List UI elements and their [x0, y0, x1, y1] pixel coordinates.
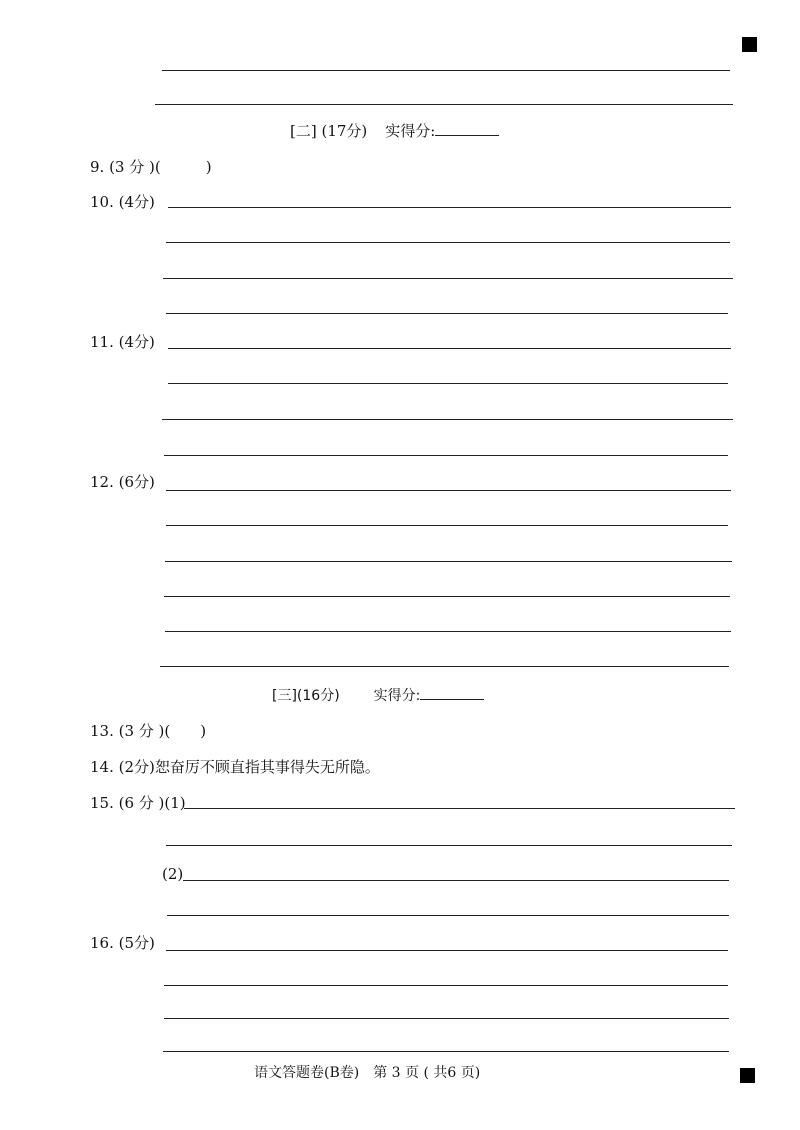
answer-line[interactable]	[155, 104, 733, 105]
answer-line[interactable]	[163, 1051, 729, 1052]
answer-line[interactable]	[165, 631, 731, 632]
question-15: 15. (6 分 )(1)	[90, 794, 186, 812]
section-2-score-blank[interactable]	[435, 121, 499, 136]
section-3-score-blank[interactable]	[420, 685, 484, 700]
section-2-header	[290, 121, 499, 141]
question-12: 12. (6分)	[90, 473, 155, 491]
question-15-part-2: (2)	[162, 865, 184, 883]
answer-line[interactable]	[160, 666, 729, 667]
answer-line[interactable]	[162, 419, 733, 420]
section-3-title: [三](16分)	[272, 688, 340, 704]
answer-line[interactable]	[164, 455, 728, 456]
answer-line[interactable]	[166, 313, 728, 314]
answer-line[interactable]	[163, 278, 733, 279]
answer-line[interactable]	[164, 596, 730, 597]
question-11: 11. (4分)	[90, 333, 155, 351]
answer-line[interactable]	[167, 915, 729, 916]
section-3-header	[272, 685, 484, 706]
answer-line[interactable]	[168, 383, 728, 384]
answer-line[interactable]	[162, 70, 730, 71]
question-13: 13. (3 分 )( )	[90, 722, 207, 740]
registration-mark-top	[742, 37, 757, 52]
answer-line[interactable]	[184, 808, 735, 809]
answer-line[interactable]	[166, 950, 728, 951]
question-10: 10. (4分)	[90, 193, 155, 211]
section-2-score-label: 实得分:	[385, 122, 436, 140]
answer-line[interactable]	[165, 561, 732, 562]
page-footer: 语文答题卷(B卷) 第 3 页 ( 共6 页)	[254, 1065, 481, 1081]
answer-line[interactable]	[166, 525, 728, 526]
section-3-score-label: 实得分:	[373, 688, 421, 704]
question-16: 16. (5分)	[90, 934, 155, 952]
question-9: 9. (3 分 )( )	[90, 158, 212, 176]
answer-line[interactable]	[183, 880, 729, 881]
answer-line[interactable]	[166, 242, 730, 243]
answer-line[interactable]	[166, 845, 732, 846]
section-2-title: [二] (17分)	[290, 122, 368, 140]
answer-line[interactable]	[168, 348, 731, 349]
answer-line[interactable]	[164, 985, 728, 986]
registration-mark-bottom	[740, 1068, 755, 1083]
question-14: 14. (2分)恕奋厉不顾直指其事得失无所隐。	[90, 758, 380, 776]
answer-line[interactable]	[166, 490, 731, 491]
answer-line[interactable]	[168, 207, 731, 208]
answer-line[interactable]	[164, 1018, 729, 1019]
